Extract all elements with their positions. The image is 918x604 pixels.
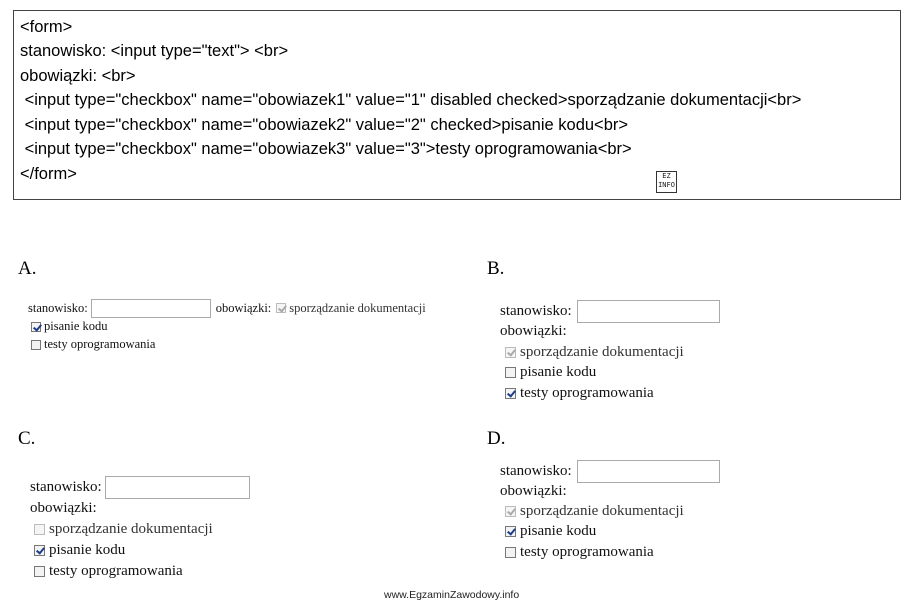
checkbox-label: pisanie kodu (520, 523, 597, 539)
checkbox-label: testy oprogramowania (520, 385, 654, 401)
obowiazki-label: obowiązki: (30, 500, 97, 516)
stanowisko-label: stanowisko: (500, 462, 572, 479)
code-line: </form> (20, 165, 77, 183)
code-line: <input type="checkbox" name="obowiazek3" value="3">testy oprogramowania<br> (20, 140, 632, 158)
checkbox-label: sporządzanie dokumentacji (520, 344, 684, 360)
checkbox-obowiazek3[interactable] (34, 566, 45, 577)
stanowisko-input[interactable] (105, 476, 250, 499)
obowiazki-label: obowiązki: (215, 300, 272, 315)
checkbox-label: pisanie kodu (49, 542, 126, 558)
html-code-block (13, 10, 901, 200)
obowiazki-label: obowiązki: (500, 323, 567, 339)
obowiazki-label: obowiązki: (500, 483, 567, 499)
checkbox-obowiazek1[interactable] (505, 506, 516, 517)
checkbox-obowiazek3[interactable] (505, 547, 516, 558)
stanowisko-label: stanowisko: (28, 300, 88, 315)
footer-url: www.EgzaminZawodowy.info (384, 589, 520, 601)
option-d-label: D. (487, 428, 506, 449)
checkbox-obowiazek2[interactable] (31, 322, 41, 332)
checkbox-label: sporządzanie dokumentacji (520, 503, 684, 519)
code-line: <input type="checkbox" name="obowiazek1" value="1" disabled checked>sporządzanie dokumentacji<br> (20, 91, 802, 109)
stanowisko-input[interactable] (577, 460, 720, 483)
stanowisko-label: stanowisko: (500, 302, 572, 319)
checkbox-obowiazek2[interactable] (34, 545, 45, 556)
checkbox-label: testy oprogramowania (49, 563, 183, 579)
code-line: <form> (20, 18, 73, 36)
checkbox-label: sporządzanie dokumentacji (289, 300, 426, 315)
option-a-label: A. (18, 258, 37, 279)
checkbox-label: pisanie kodu (44, 319, 108, 333)
stanowisko-label: stanowisko: (30, 478, 102, 495)
checkbox-label: pisanie kodu (520, 364, 597, 380)
checkbox-label: testy oprogramowania (44, 337, 156, 351)
checkbox-label: testy oprogramowania (520, 544, 654, 560)
option-b-label: B. (487, 258, 505, 279)
checkbox-obowiazek2[interactable] (505, 526, 516, 537)
stanowisko-input[interactable] (577, 300, 720, 323)
checkbox-obowiazek1[interactable] (276, 303, 286, 313)
checkbox-obowiazek3[interactable] (31, 340, 41, 350)
ez-info-logo: EZ INFO (656, 171, 677, 193)
code-line: <input type="checkbox" name="obowiazek2" value="2" checked>pisanie kodu<br> (20, 116, 629, 134)
checkbox-obowiazek3[interactable] (505, 388, 516, 399)
checkbox-obowiazek1[interactable] (505, 347, 516, 358)
option-c-label: C. (18, 428, 36, 449)
stanowisko-input[interactable] (91, 299, 211, 318)
code-line: stanowisko: <input type="text"> <br> (20, 42, 289, 60)
checkbox-label: sporządzanie dokumentacji (49, 521, 213, 537)
checkbox-obowiazek1[interactable] (34, 524, 45, 535)
checkbox-obowiazek2[interactable] (505, 367, 516, 378)
code-line: obowiązki: <br> (20, 67, 136, 85)
